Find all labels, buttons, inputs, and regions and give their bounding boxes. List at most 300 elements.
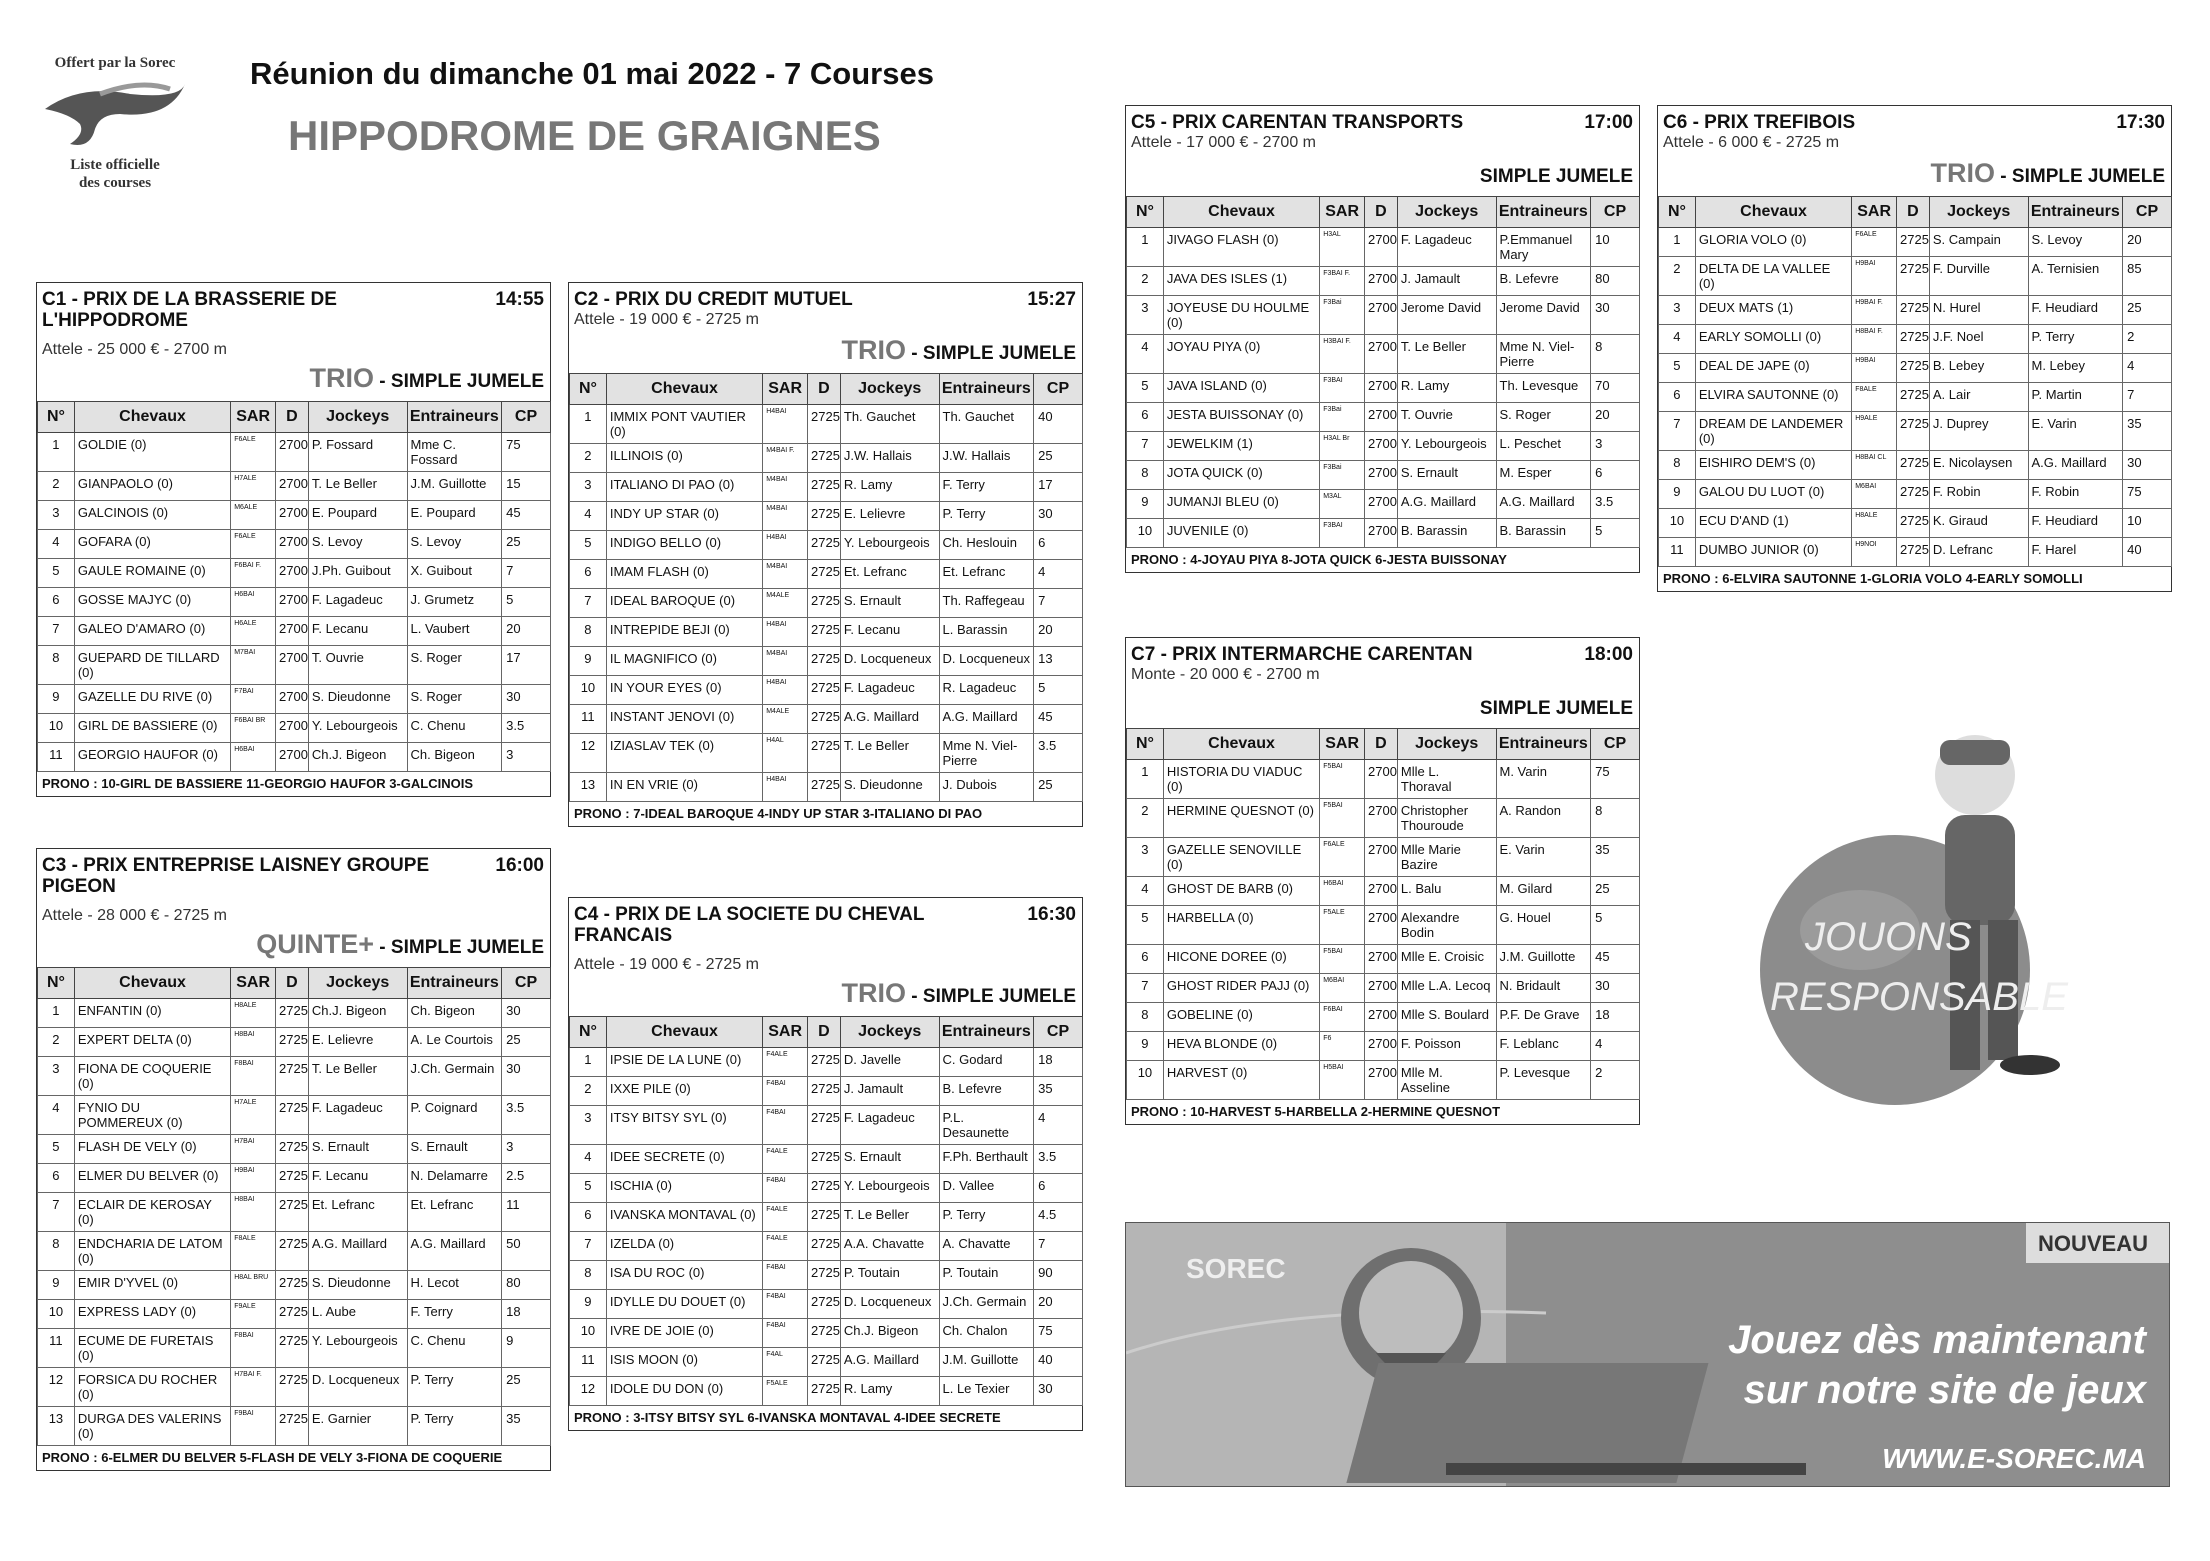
- runner-row: [1127, 906, 1640, 945]
- distance: 2725: [276, 1407, 309, 1446]
- distance: 2725: [276, 1028, 309, 1057]
- trainer: F. Heudiard: [2028, 509, 2123, 538]
- jockey: S. Ernault: [840, 589, 939, 618]
- jockey: Alexandre Bodin: [1397, 906, 1496, 945]
- jockey: F. Lagadeuc: [1397, 228, 1496, 267]
- runners-table: [1126, 728, 1640, 1100]
- horse-name: JOYEUSE DU HOULME (0): [1163, 296, 1319, 335]
- horse-name: IZELDA (0): [606, 1232, 762, 1261]
- sar-code: M4BAI: [763, 560, 808, 589]
- jockey: A.A. Chavatte: [840, 1232, 939, 1261]
- jockey: D. Locqueneux: [840, 1290, 939, 1319]
- jockey: F. Lecanu: [308, 1164, 407, 1193]
- column-header: N°: [570, 1017, 607, 1048]
- distance: 2725: [808, 1232, 841, 1261]
- distance: 2725: [808, 1145, 841, 1174]
- jockey: Ch.J. Bigeon: [840, 1319, 939, 1348]
- race-time: 17:00: [1584, 112, 1633, 133]
- race-title-line-1: C2 - PRIX DU CREDIT MUTUEL: [574, 289, 853, 310]
- distance: 2725: [1897, 480, 1930, 509]
- distance: 2725: [808, 1077, 841, 1106]
- runner-row: [570, 589, 1083, 618]
- jockey: D. Javelle: [840, 1048, 939, 1077]
- odds: 20: [2123, 228, 2172, 257]
- trainer: C. Chenu: [407, 714, 502, 743]
- sar-code: H9ALE: [1852, 412, 1897, 451]
- jockey: Th. Gauchet: [840, 405, 939, 444]
- column-header: CP: [1591, 197, 1640, 228]
- race-prono: PRONO : 10-HARVEST 5-HARBELLA 2-HERMINE QUESNOT: [1131, 1104, 1501, 1119]
- sar-code: F3Bai: [1320, 461, 1365, 490]
- runner-number: 9: [570, 647, 607, 676]
- jockey: Ch.J. Bigeon: [308, 743, 407, 772]
- trainer: E. Varin: [1496, 838, 1591, 877]
- horse-name: IL MAGNIFICO (0): [606, 647, 762, 676]
- runner-number: 11: [570, 1348, 607, 1377]
- runners-table: [569, 373, 1083, 802]
- runner-row: [1127, 461, 1640, 490]
- runner-number: 5: [1659, 354, 1696, 383]
- jockey: S. Dieudonne: [308, 685, 407, 714]
- runner-row: [38, 559, 551, 588]
- column-header: Entraineurs: [1496, 197, 1591, 228]
- horse-name: ENDCHARIA DE LATOM (0): [74, 1232, 230, 1271]
- runner-number: 9: [1127, 1032, 1164, 1061]
- horse-name: DUMBO JUNIOR (0): [1695, 538, 1851, 567]
- runner-number: 6: [38, 588, 75, 617]
- race-bet-types: [310, 363, 544, 394]
- odds: 6: [1034, 1174, 1083, 1203]
- distance: 2725: [808, 473, 841, 502]
- distance: 2700: [1365, 877, 1398, 906]
- runner-number: 9: [38, 685, 75, 714]
- distance: 2700: [1365, 432, 1398, 461]
- hippodrome-title: HIPPODROME DE GRAIGNES: [288, 112, 881, 159]
- sar-code: F8ALE: [231, 1232, 276, 1271]
- trainer: A.G. Maillard: [1496, 490, 1591, 519]
- sar-code: H5BAI: [1320, 1061, 1365, 1100]
- race-card-7: [1125, 637, 1640, 1125]
- horse-name: IN EN VRIE (0): [606, 773, 762, 802]
- distance: 2725: [808, 444, 841, 473]
- odds: 17: [1034, 473, 1083, 502]
- column-header: N°: [38, 402, 75, 433]
- runner-number: 2: [1127, 799, 1164, 838]
- distance: 2725: [808, 589, 841, 618]
- runner-number: 12: [570, 1377, 607, 1406]
- runner-number: 4: [1127, 877, 1164, 906]
- odds: 75: [502, 433, 551, 472]
- race-title-line-2: L'HIPPODROME: [42, 310, 188, 331]
- horse-name: GOLDIE (0): [74, 433, 230, 472]
- jockey: F. Lagadeuc: [840, 1106, 939, 1145]
- race-title-line-1: C5 - PRIX CARENTAN TRANSPORTS: [1131, 112, 1464, 133]
- runner-row: [38, 588, 551, 617]
- runner-number: 12: [570, 734, 607, 773]
- runner-row: [38, 1193, 551, 1232]
- race-card-2: [568, 282, 1083, 827]
- bet-secondary: - SIMPLE JUMELE: [1995, 166, 2165, 187]
- runner-number: 4: [38, 1096, 75, 1135]
- column-header: Jockeys: [308, 968, 407, 999]
- runner-number: 6: [1127, 403, 1164, 432]
- runner-number: 3: [1127, 296, 1164, 335]
- sar-code: M4BAI: [763, 647, 808, 676]
- race-conditions: Attele - 19 000 € - 2725 m: [574, 956, 759, 973]
- distance: 2725: [808, 1106, 841, 1145]
- column-header: Jockeys: [1397, 729, 1496, 760]
- trainer: P. Levesque: [1496, 1061, 1591, 1100]
- trainer: A. Chavatte: [939, 1232, 1034, 1261]
- distance: 2700: [276, 559, 309, 588]
- odds: 9: [502, 1329, 551, 1368]
- runner-row: [38, 1164, 551, 1193]
- column-header: D: [276, 402, 309, 433]
- jockey: F. Durville: [1929, 257, 2028, 296]
- trainer: Ch. Bigeon: [407, 999, 502, 1028]
- ad-line-2: sur notre site de jeux: [1743, 1368, 2146, 1412]
- distance: 2700: [1365, 461, 1398, 490]
- distance: 2725: [1897, 325, 1930, 354]
- runner-number: 3: [570, 473, 607, 502]
- jockey: P. Toutain: [840, 1261, 939, 1290]
- horse-name: INDIGO BELLO (0): [606, 531, 762, 560]
- odds: 2: [2123, 325, 2172, 354]
- distance: 2725: [1897, 509, 1930, 538]
- race-title: [42, 855, 429, 897]
- race-bet-types: [1931, 158, 2165, 189]
- odds: 25: [2123, 296, 2172, 325]
- runner-row: [1127, 335, 1640, 374]
- horse-name: ECUME DE FURETAIS (0): [74, 1329, 230, 1368]
- odds: 4: [1591, 1032, 1640, 1061]
- odds: 5: [502, 588, 551, 617]
- trainer: C. Chenu: [407, 1329, 502, 1368]
- column-header: Chevaux: [606, 374, 762, 405]
- odds: 3.5: [1591, 490, 1640, 519]
- odds: 45: [502, 501, 551, 530]
- sar-code: F4AL: [763, 1348, 808, 1377]
- distance: 2700: [276, 685, 309, 714]
- odds: 3.5: [502, 1096, 551, 1135]
- horse-name: IZIASLAV TEK (0): [606, 734, 762, 773]
- bet-secondary: - SIMPLE JUMELE: [374, 937, 544, 958]
- race-conditions: Monte - 20 000 € - 2700 m: [1131, 666, 1320, 683]
- sar-code: H7BAI F.: [231, 1368, 276, 1407]
- distance: 2725: [1897, 538, 1930, 567]
- runner-number: 11: [570, 705, 607, 734]
- sar-code: M4ALE: [763, 589, 808, 618]
- jockey: T. Le Beller: [1397, 335, 1496, 374]
- distance: 2725: [808, 405, 841, 444]
- trainer: P. Terry: [939, 1203, 1034, 1232]
- sar-code: F4ALE: [763, 1048, 808, 1077]
- bet-main: QUINTE+: [256, 929, 375, 959]
- race-conditions: Attele - 19 000 € - 2725 m: [574, 311, 759, 328]
- sar-code: H9BAI: [231, 1164, 276, 1193]
- odds: 50: [502, 1232, 551, 1271]
- jockey: F. Robin: [1929, 480, 2028, 509]
- sar-code: H7BAI: [231, 1135, 276, 1164]
- sar-code: H6BAI: [231, 588, 276, 617]
- race-title-line-1: C7 - PRIX INTERMARCHE CARENTAN: [1131, 644, 1473, 665]
- jockey: R. Lamy: [840, 473, 939, 502]
- runner-row: [38, 1407, 551, 1446]
- sar-code: F9ALE: [231, 1300, 276, 1329]
- horse-name: DEAL DE JAPE (0): [1695, 354, 1851, 383]
- odds: 30: [502, 1057, 551, 1096]
- sar-code: F4ALE: [763, 1145, 808, 1174]
- logo-bottom-text-1: Liste officielle: [70, 157, 160, 173]
- odds: 2.5: [502, 1164, 551, 1193]
- horse-name: FORSICA DU ROCHER (0): [74, 1368, 230, 1407]
- runner-row: [38, 646, 551, 685]
- distance: 2700: [1365, 403, 1398, 432]
- horse-name: HEVA BLONDE (0): [1163, 1032, 1319, 1061]
- odds: 75: [2123, 480, 2172, 509]
- runner-row: [1127, 490, 1640, 519]
- sar-code: F4ALE: [763, 1203, 808, 1232]
- horse-name: DELTA DE LA VALLEE (0): [1695, 257, 1851, 296]
- jockey: T. Ouvrie: [1397, 403, 1496, 432]
- runner-number: 10: [570, 676, 607, 705]
- distance: 2725: [808, 1377, 841, 1406]
- horse-name: IXXE PILE (0): [606, 1077, 762, 1106]
- race-bet-types: [256, 929, 544, 960]
- jockey: B. Lebey: [1929, 354, 2028, 383]
- sorec-horse-logo-icon: [40, 74, 190, 154]
- trainer: A.G. Maillard: [939, 705, 1034, 734]
- sar-code: M4BAI: [763, 502, 808, 531]
- race-card-3: [36, 848, 551, 1471]
- jockey: D. Locqueneux: [308, 1368, 407, 1407]
- jockey: F. Poisson: [1397, 1032, 1496, 1061]
- distance: 2725: [1897, 354, 1930, 383]
- sar-code: H3AL Br: [1320, 432, 1365, 461]
- column-header: Chevaux: [74, 402, 230, 433]
- horse-name: JUMANJI BLEU (0): [1163, 490, 1319, 519]
- odds: 3.5: [1034, 734, 1083, 773]
- runners-table: [37, 401, 551, 772]
- runner-row: [1659, 451, 2172, 480]
- odds: 40: [1034, 1348, 1083, 1377]
- column-header: Chevaux: [74, 968, 230, 999]
- runner-row: [1127, 432, 1640, 461]
- race-title: [574, 904, 924, 946]
- bet-main: TRIO: [841, 335, 907, 365]
- distance: 2725: [1897, 412, 1930, 451]
- race-card-1: [36, 282, 551, 797]
- odds: 20: [1034, 618, 1083, 647]
- runner-row: [38, 530, 551, 559]
- trainer: H. Lecot: [407, 1271, 502, 1300]
- race-time: 16:30: [1027, 904, 1076, 925]
- runner-number: 5: [1127, 906, 1164, 945]
- trainer: Et. Lefranc: [407, 1193, 502, 1232]
- odds: 25: [1034, 773, 1083, 802]
- runner-number: 2: [570, 1077, 607, 1106]
- distance: 2725: [808, 1319, 841, 1348]
- runner-number: 4: [570, 502, 607, 531]
- sar-code: M3AL: [1320, 490, 1365, 519]
- trainer: B. Barassin: [1496, 519, 1591, 548]
- trainer: J.M. Guillotte: [407, 472, 502, 501]
- jockey: F. Lecanu: [308, 617, 407, 646]
- horse-name: IVRE DE JOIE (0): [606, 1319, 762, 1348]
- runner-row: [38, 999, 551, 1028]
- sar-code: F4BAI: [763, 1261, 808, 1290]
- runner-number: 8: [1659, 451, 1696, 480]
- horse-name: HICONE DOREE (0): [1163, 945, 1319, 974]
- trainer: F. Harel: [2028, 538, 2123, 567]
- column-header: SAR: [231, 968, 276, 999]
- sar-code: F5BAI: [1320, 760, 1365, 799]
- horse-name: GALOU DU LUOT (0): [1695, 480, 1851, 509]
- trainer: L. Peschet: [1496, 432, 1591, 461]
- sar-code: F5BAI: [1320, 945, 1365, 974]
- column-header: Chevaux: [1695, 197, 1851, 228]
- trainer: J.W. Hallais: [939, 444, 1034, 473]
- trainer: E. Poupard: [407, 501, 502, 530]
- sar-code: F3Bai: [1320, 403, 1365, 432]
- jockey: S. Ernault: [1397, 461, 1496, 490]
- horse-name: GALCINOIS (0): [74, 501, 230, 530]
- odds: 7: [1034, 1232, 1083, 1261]
- runner-row: [38, 1096, 551, 1135]
- runner-row: [38, 1271, 551, 1300]
- runner-number: 6: [570, 560, 607, 589]
- runner-row: [1659, 257, 2172, 296]
- sar-code: F6ALE: [231, 530, 276, 559]
- distance: 2700: [1365, 838, 1398, 877]
- jockey: A.G. Maillard: [840, 1348, 939, 1377]
- trainer: Mme N. Viel-Pierre: [1496, 335, 1591, 374]
- column-header: SAR: [763, 374, 808, 405]
- race-bet-types: [842, 978, 1076, 1009]
- jockey: F. Lagadeuc: [308, 588, 407, 617]
- distance: 2725: [808, 1174, 841, 1203]
- column-header: SAR: [1320, 197, 1365, 228]
- runner-row: [1659, 509, 2172, 538]
- column-header: Jockeys: [1397, 197, 1496, 228]
- trainer: B. Lefevre: [939, 1077, 1034, 1106]
- runner-row: [570, 473, 1083, 502]
- odds: 17: [502, 646, 551, 685]
- runner-row: [570, 676, 1083, 705]
- column-header: N°: [1127, 729, 1164, 760]
- sar-code: F3BAI: [1320, 519, 1365, 548]
- sar-code: F6ALE: [1852, 228, 1897, 257]
- horse-name: GLORIA VOLO (0): [1695, 228, 1851, 257]
- horse-name: GAZELLE DU RIVE (0): [74, 685, 230, 714]
- distance: 2700: [1365, 1003, 1398, 1032]
- column-header: D: [1365, 197, 1398, 228]
- runner-number: 3: [1659, 296, 1696, 325]
- runner-number: 2: [1659, 257, 1696, 296]
- runner-number: 8: [38, 646, 75, 685]
- runner-number: 13: [570, 773, 607, 802]
- sorec-ad-banner[interactable]: [1125, 1222, 2170, 1487]
- sar-code: F6BAI F.: [231, 559, 276, 588]
- sar-code: H4BAI: [763, 676, 808, 705]
- distance: 2725: [1897, 296, 1930, 325]
- horse-name: ECLAIR DE KEROSAY (0): [74, 1193, 230, 1232]
- odds: 11: [502, 1193, 551, 1232]
- runner-row: [570, 1145, 1083, 1174]
- distance: 2725: [808, 618, 841, 647]
- runner-row: [1127, 974, 1640, 1003]
- runner-number: 8: [570, 1261, 607, 1290]
- sar-code: H7ALE: [231, 472, 276, 501]
- column-header: N°: [570, 374, 607, 405]
- odds: 4: [1034, 560, 1083, 589]
- horse-name: JOYAU PIYA (0): [1163, 335, 1319, 374]
- sar-code: H4AL: [763, 734, 808, 773]
- distance: 2700: [1365, 374, 1398, 403]
- distance: 2725: [808, 502, 841, 531]
- runner-number: 12: [38, 1368, 75, 1407]
- bet-secondary: SIMPLE JUMELE: [1479, 166, 1633, 187]
- runner-number: 5: [1127, 374, 1164, 403]
- horse-name: EMIR D'YVEL (0): [74, 1271, 230, 1300]
- sar-code: H6BAI: [1320, 877, 1365, 906]
- sar-code: H4BAI: [763, 618, 808, 647]
- runner-number: 9: [1659, 480, 1696, 509]
- runner-number: 4: [570, 1145, 607, 1174]
- sar-code: H4BAI: [763, 773, 808, 802]
- runner-row: [570, 1174, 1083, 1203]
- jockey: Y. Lebourgeois: [308, 1329, 407, 1368]
- distance: 2700: [1365, 906, 1398, 945]
- runner-row: [570, 647, 1083, 676]
- distance: 2700: [1365, 228, 1398, 267]
- runner-row: [1659, 480, 2172, 509]
- sar-code: M4BAI: [763, 473, 808, 502]
- runner-row: [570, 531, 1083, 560]
- sar-code: M4BAI F.: [763, 444, 808, 473]
- ad-url: WWW.E-SOREC.MA: [1882, 1443, 2146, 1474]
- runner-row: [570, 502, 1083, 531]
- distance: 2700: [1365, 945, 1398, 974]
- trainer: M. Lebey: [2028, 354, 2123, 383]
- runner-number: 5: [570, 1174, 607, 1203]
- distance: 2725: [808, 1261, 841, 1290]
- column-header: Entraineurs: [939, 374, 1034, 405]
- odds: 3.5: [502, 714, 551, 743]
- race-title-line-2: PIGEON: [42, 876, 116, 897]
- sar-code: H9BAI: [1852, 354, 1897, 383]
- odds: 4: [1034, 1106, 1083, 1145]
- odds: 45: [1034, 705, 1083, 734]
- distance: 2725: [808, 531, 841, 560]
- odds: 25: [502, 1368, 551, 1407]
- sar-code: M7BAI: [231, 646, 276, 685]
- trainer: Et. Lefranc: [939, 560, 1034, 589]
- runner-number: 2: [38, 1028, 75, 1057]
- runner-row: [570, 1261, 1083, 1290]
- jockey: D. Lefranc: [1929, 538, 2028, 567]
- sar-code: F7BAI: [231, 685, 276, 714]
- runner-number: 1: [570, 1048, 607, 1077]
- horse-name: JUVENILE (0): [1163, 519, 1319, 548]
- column-header: Entraineurs: [2028, 197, 2123, 228]
- trainer: Ch. Bigeon: [407, 743, 502, 772]
- distance: 2700: [1365, 490, 1398, 519]
- jockey: S. Dieudonne: [840, 773, 939, 802]
- runner-number: 4: [1659, 325, 1696, 354]
- bet-secondary: - SIMPLE JUMELE: [906, 343, 1076, 364]
- odds: 7: [502, 559, 551, 588]
